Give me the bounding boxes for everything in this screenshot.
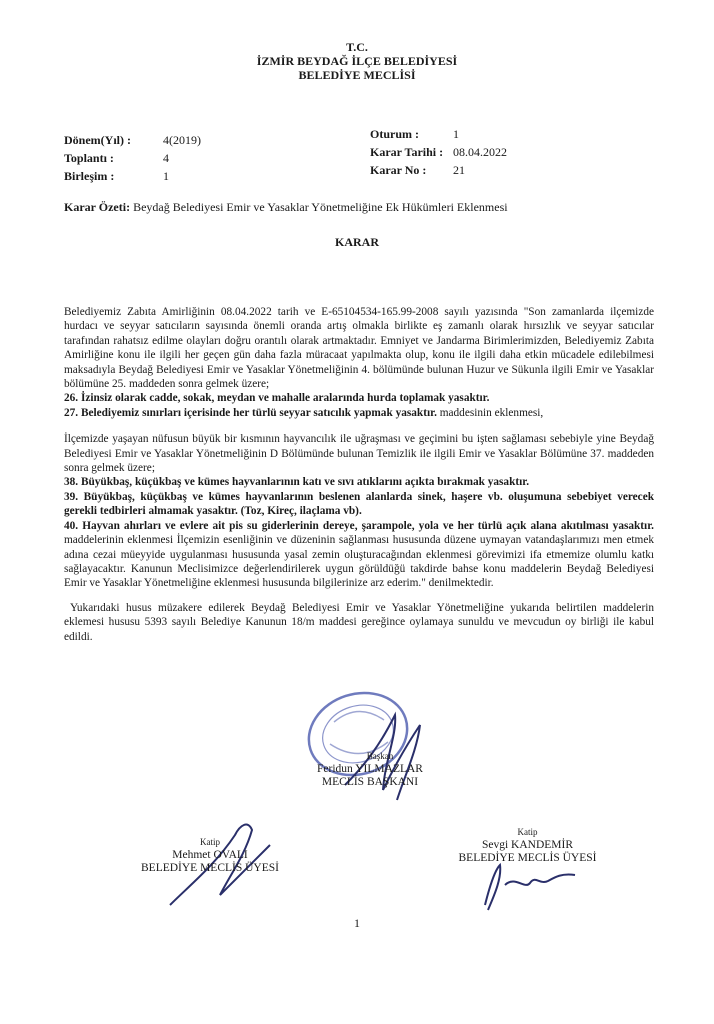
header-line-council: BELEDİYE MECLİSİ <box>298 68 416 82</box>
clerk1-role: Katip <box>200 837 220 847</box>
meta-row-karar-no <box>370 163 507 181</box>
decision-body <box>64 305 654 644</box>
meta-row-birlesim <box>64 169 201 187</box>
meta-row-donem <box>64 133 201 151</box>
decision-title: KARAR <box>335 235 379 249</box>
header-line-tc: T.C. <box>346 40 368 54</box>
page-number: 1 <box>354 916 360 930</box>
item-26: 26. İzinsiz olarak cadde, sokak, meydan ve mahalle aralarında hurda toplamak yasaktır. <box>64 392 490 405</box>
meta-label: Dönem(Yıl) : <box>64 133 131 147</box>
meta-label: Birleşim : <box>64 169 115 183</box>
item-40-block <box>64 519 654 591</box>
body-paragraph-1: Belediyemiz Zabıta Amirliğinin 08.04.2022 tarih ve E-65104534-165.99-2008 sayılı yazısında "Son zamanlarda ilçemizde hurdacı ve seyyar satıcıların sayısında önemli oranda artış olmakla birlikte eş zamanlı olarak hırsızlık ve seyyar satıcılar tarafından rahatsız edilme olayları doğru orantılı olarak artmaktadır. Emniyet ve Jandarma Birimlerimizden, Belediyemiz Zabıta Amirliğine konu ile ilgili her geçen gün daha fazla müracaat yapılmakta olup, konu ile ilgili daha etkin mücadele edilebilmesi maksadıyla Beydağ Belediyesi Emir ve Yasaklar Yönetmeliğinin 4. bölümünde bulunan Huzur ve Sükunla ilgili Emir ve Yasaklar bölümüne 25. maddeden sonra gelmek üzere; <box>64 306 654 391</box>
meta-value: 4(2019) <box>163 133 201 147</box>
clerk2-role: Katip <box>517 827 538 837</box>
meta-row-oturum <box>370 127 507 145</box>
document-header <box>0 40 714 82</box>
clerk2-title: BELEDİYE MECLİS ÜYESİ <box>458 852 597 864</box>
meta-label: Toplantı : <box>64 151 114 165</box>
meta-label: Karar Tarihi : <box>370 145 444 159</box>
item-27: 27. Belediyemiz sınırları içerisinde her türlü seyyar satıcılık yapmak yasaktır. <box>64 406 437 419</box>
meta-value: 1 <box>163 169 169 183</box>
item-38: 38. Büyükbaş, küçükbaş ve kümes hayvanlarının katı ve sıvı atıklarını açıkta bırakmak yasaktır. <box>64 476 530 489</box>
clerk2-name: Sevgi KANDEMİR <box>481 839 574 851</box>
clerk1-name: Mehmet OVALI <box>172 849 248 861</box>
signature-block-president <box>300 750 440 789</box>
summary-label: Karar Özeti: <box>64 200 131 214</box>
body-paragraph-3: Yukarıdaki husus müzakere edilerek Beydağ Belediyesi Emir ve Yasaklar Yönetmeliğine yukarıda belirtilen maddelerin eklemesi hususu 5393 sayılı Belediye Kanunun 18/m maddesi gereğince oylamaya sunuldu ve mevcudun oy birliği ile kabul edildi. <box>64 601 654 643</box>
decision-summary <box>64 200 508 214</box>
meta-value: 21 <box>453 163 465 177</box>
president-title: MECLİS BAŞKANI <box>321 776 419 788</box>
body-paragraph-2: İlçemizde yaşayan nüfusun büyük bir kısmının hayvancılık ile uğraşması ve geçimini bu işten sağlaması sebebiyle yine Beydağ Belediyesi Emir ve Yasaklar Yönetmeliğinin D Bölümünde bulunan Temizlik ile ilgili Emir ve Yasaklar Bölümüne 37. maddeden sonra gelmek üzere; <box>64 433 654 475</box>
clerk2-signature <box>470 855 590 915</box>
item-40: 40. Hayvan ahırları ve evlere ait pis su giderlerinin dereye, şarampole, yola ve her türlü açık alana akıtılması yasaktır. <box>64 519 654 532</box>
president-name: Feridun YILMAZLAR <box>317 763 423 775</box>
signature-block-clerk1 <box>130 836 290 875</box>
item-39: 39. Büyükbaş, küçükbaş ve kümes hayvanlarının beslenen alanlarda sinek, haşere vb. oluşumuna sebebiyet verecek gerekli tedbirleri almamak yasaktır. (Toz, Kireç, ilaçlama vb). <box>64 490 654 518</box>
meta-left <box>64 133 201 187</box>
meta-row-karar-tarihi <box>370 145 507 163</box>
meta-value: 08.04.2022 <box>453 145 507 159</box>
meta-value: 4 <box>163 151 169 165</box>
meta-right <box>370 127 507 181</box>
clerk1-title: BELEDİYE MECLİS ÜYESİ <box>141 862 279 874</box>
item-40-tail: maddelerinin eklenmesi İlçemizin esenliğinin ve düzeninin sağlanması hususunda düzene uymayan vatandaşlarımızı men etmek adına cezai müeyyide uygulanması hususunda yasal zemin oluşturacağından eklenmesi görevimizi ifa etmemize olumlu katkı sağlayacaktır. Kanunun Meclisimizce değerlendirilerek uygun görüldüğü takdirde bahse konu maddelerin Beydağ Belediyesi Emir ve Yasaklar Yönetmeliğine eklenmesi hususunda bilgilerinize arz ederim." denilmektedir. <box>64 534 654 590</box>
meta-label: Karar No : <box>370 163 427 177</box>
president-role: Başkan <box>366 751 394 761</box>
header-line-municipality: İZMİR BEYDAĞ İLÇE BELEDİYESİ <box>256 54 458 68</box>
meta-value: 1 <box>453 127 459 141</box>
summary-text: Beydağ Belediyesi Emir ve Yasaklar Yönetmeliğine Ek Hükümleri Eklenmesi <box>130 200 508 214</box>
item-27-line <box>64 406 654 420</box>
item-27-tail: maddesinin eklenmesi, <box>436 406 544 419</box>
meta-label: Oturum : <box>370 127 419 141</box>
meta-row-toplanti <box>64 151 201 169</box>
